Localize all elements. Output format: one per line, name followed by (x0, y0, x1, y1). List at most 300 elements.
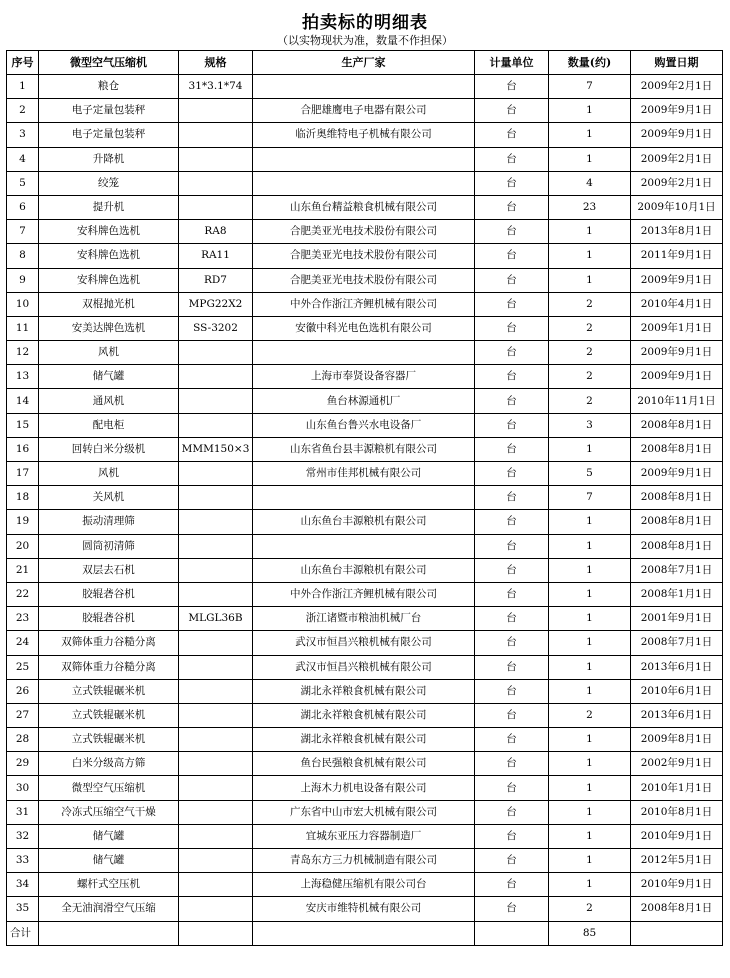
item-purchase-date: 2008年1月1日 (631, 582, 723, 606)
item-unit: 台 (475, 171, 549, 195)
item-spec: 31*3.1*74 (179, 75, 253, 99)
item-unit: 台 (475, 534, 549, 558)
row-index: 3 (7, 123, 39, 147)
item-quantity: 2 (549, 341, 631, 365)
row-index: 31 (7, 800, 39, 824)
item-manufacturer (253, 171, 475, 195)
item-quantity: 1 (549, 147, 631, 171)
total-empty-cell (475, 921, 549, 945)
item-manufacturer: 湖北永祥粮食机械有限公司 (253, 728, 475, 752)
item-manufacturer: 宜城东亚压力容器制造厂 (253, 824, 475, 848)
item-name: 微型空气压缩机 (39, 776, 179, 800)
item-purchase-date: 2011年9月1日 (631, 244, 723, 268)
item-quantity: 2 (549, 292, 631, 316)
item-purchase-date: 2008年8月1日 (631, 437, 723, 461)
item-name: 储气罐 (39, 365, 179, 389)
header-quantity: 数量(约) (549, 51, 631, 75)
table-row (7, 534, 723, 558)
item-manufacturer: 武汉市恒昌兴粮机械有限公司 (253, 631, 475, 655)
row-index: 32 (7, 824, 39, 848)
item-spec (179, 171, 253, 195)
item-quantity: 1 (549, 582, 631, 606)
item-name: 胶辊砻谷机 (39, 607, 179, 631)
row-index: 18 (7, 486, 39, 510)
item-name: 立式铁辊碾米机 (39, 703, 179, 727)
item-unit: 台 (475, 244, 549, 268)
item-quantity: 2 (549, 365, 631, 389)
row-index: 24 (7, 631, 39, 655)
item-spec (179, 510, 253, 534)
item-purchase-date: 2010年11月1日 (631, 389, 723, 413)
item-purchase-date: 2009年9月1日 (631, 268, 723, 292)
item-purchase-date: 2010年8月1日 (631, 800, 723, 824)
item-quantity: 1 (549, 99, 631, 123)
item-name: 电子定量包装秤 (39, 99, 179, 123)
item-manufacturer: 合肥雄鹰电子电器有限公司 (253, 99, 475, 123)
item-manufacturer: 安庆市维特机械有限公司 (253, 897, 475, 921)
item-name: 全无油润滑空气压缩 (39, 897, 179, 921)
item-quantity: 1 (549, 123, 631, 147)
item-quantity: 2 (549, 316, 631, 340)
item-name: 储气罐 (39, 824, 179, 848)
item-unit: 台 (475, 655, 549, 679)
item-quantity: 1 (549, 679, 631, 703)
item-quantity: 1 (549, 655, 631, 679)
row-index: 5 (7, 171, 39, 195)
item-spec (179, 849, 253, 873)
item-quantity: 1 (549, 534, 631, 558)
item-manufacturer: 广东省中山市宏大机械有限公司 (253, 800, 475, 824)
item-manufacturer: 武汉市恒昌兴粮机械有限公司 (253, 655, 475, 679)
item-spec: RA8 (179, 220, 253, 244)
row-index: 2 (7, 99, 39, 123)
item-name: 储气罐 (39, 849, 179, 873)
item-quantity: 1 (549, 558, 631, 582)
item-manufacturer: 临沂奥维特电子机械有限公司 (253, 123, 475, 147)
row-index: 4 (7, 147, 39, 171)
row-index: 27 (7, 703, 39, 727)
table-row (7, 437, 723, 461)
table-row (7, 244, 723, 268)
item-unit: 台 (475, 123, 549, 147)
item-spec (179, 558, 253, 582)
item-quantity: 2 (549, 389, 631, 413)
item-manufacturer (253, 147, 475, 171)
item-quantity: 1 (549, 873, 631, 897)
item-spec: SS-3202 (179, 316, 253, 340)
table-row (7, 462, 723, 486)
item-name: 绞笼 (39, 171, 179, 195)
item-unit: 台 (475, 462, 549, 486)
row-index: 26 (7, 679, 39, 703)
item-spec (179, 897, 253, 921)
row-index: 10 (7, 292, 39, 316)
item-quantity: 2 (549, 703, 631, 727)
item-quantity: 1 (549, 728, 631, 752)
row-index: 7 (7, 220, 39, 244)
item-quantity: 3 (549, 413, 631, 437)
item-purchase-date: 2013年8月1日 (631, 220, 723, 244)
table-row (7, 75, 723, 99)
item-purchase-date: 2010年9月1日 (631, 824, 723, 848)
item-name: 安科牌色选机 (39, 220, 179, 244)
item-manufacturer: 上海稳健压缩机有限公司台 (253, 873, 475, 897)
item-quantity: 1 (549, 268, 631, 292)
item-name: 立式铁辊碾米机 (39, 679, 179, 703)
header-index: 序号 (7, 51, 39, 75)
row-index: 13 (7, 365, 39, 389)
item-name: 升降机 (39, 147, 179, 171)
table-row (7, 268, 723, 292)
item-quantity: 1 (549, 510, 631, 534)
item-spec (179, 486, 253, 510)
item-manufacturer: 合肥美亚光电技术股份有限公司 (253, 268, 475, 292)
item-manufacturer: 合肥美亚光电技术股份有限公司 (253, 220, 475, 244)
table-row (7, 849, 723, 873)
item-purchase-date: 2008年8月1日 (631, 486, 723, 510)
item-quantity: 4 (549, 171, 631, 195)
item-name: 胶辊砻谷机 (39, 582, 179, 606)
item-spec (179, 462, 253, 486)
item-name: 双棍抛光机 (39, 292, 179, 316)
item-purchase-date: 2002年9月1日 (631, 752, 723, 776)
item-purchase-date: 2009年9月1日 (631, 462, 723, 486)
item-quantity: 1 (549, 824, 631, 848)
item-purchase-date: 2009年10月1日 (631, 195, 723, 219)
row-index: 11 (7, 316, 39, 340)
item-unit: 台 (475, 486, 549, 510)
item-spec: MLGL36B (179, 607, 253, 631)
item-manufacturer: 青岛东方三力机械制造有限公司 (253, 849, 475, 873)
row-index: 8 (7, 244, 39, 268)
item-spec (179, 582, 253, 606)
item-manufacturer: 鱼台林源通机厂 (253, 389, 475, 413)
total-row (7, 921, 723, 945)
item-spec (179, 800, 253, 824)
item-purchase-date: 2009年2月1日 (631, 75, 723, 99)
item-unit: 台 (475, 220, 549, 244)
item-manufacturer: 合肥美亚光电技术股份有限公司 (253, 244, 475, 268)
item-quantity: 1 (549, 437, 631, 461)
item-name: 振动清理筛 (39, 510, 179, 534)
row-index: 29 (7, 752, 39, 776)
item-name: 风机 (39, 341, 179, 365)
table-row (7, 99, 723, 123)
item-purchase-date: 2010年4月1日 (631, 292, 723, 316)
item-purchase-date: 2009年9月1日 (631, 99, 723, 123)
item-unit: 台 (475, 147, 549, 171)
table-row (7, 873, 723, 897)
item-spec (179, 776, 253, 800)
item-manufacturer: 湖北永祥粮食机械有限公司 (253, 703, 475, 727)
item-spec (179, 728, 253, 752)
page-title: 拍卖标的明细表 (302, 13, 428, 33)
row-index: 30 (7, 776, 39, 800)
item-unit: 台 (475, 631, 549, 655)
total-empty-cell (39, 921, 179, 945)
table-row (7, 389, 723, 413)
item-unit: 台 (475, 413, 549, 437)
item-purchase-date: 2010年1月1日 (631, 776, 723, 800)
item-manufacturer: 安徽中科光电色选机有限公司 (253, 316, 475, 340)
item-unit: 台 (475, 752, 549, 776)
item-purchase-date: 2009年8月1日 (631, 728, 723, 752)
row-index: 28 (7, 728, 39, 752)
item-name: 白米分级高方筛 (39, 752, 179, 776)
item-name: 电子定量包装秤 (39, 123, 179, 147)
item-unit: 台 (475, 607, 549, 631)
item-manufacturer: 湖北永祥粮食机械有限公司 (253, 679, 475, 703)
item-unit: 台 (475, 195, 549, 219)
item-unit: 台 (475, 679, 549, 703)
item-manufacturer: 上海市奉贤设备容器厂 (253, 365, 475, 389)
item-unit: 台 (475, 316, 549, 340)
item-purchase-date: 2009年2月1日 (631, 147, 723, 171)
table-row (7, 195, 723, 219)
item-manufacturer: 山东鱼台精益粮食机械有限公司 (253, 195, 475, 219)
item-spec (179, 123, 253, 147)
item-purchase-date: 2008年8月1日 (631, 534, 723, 558)
item-purchase-date: 2013年6月1日 (631, 655, 723, 679)
item-quantity: 1 (549, 631, 631, 655)
item-purchase-date: 2008年8月1日 (631, 510, 723, 534)
item-quantity: 23 (549, 195, 631, 219)
row-index: 25 (7, 655, 39, 679)
row-index: 35 (7, 897, 39, 921)
item-name: 立式铁辊碾米机 (39, 728, 179, 752)
item-manufacturer: 山东鱼台丰源粮机有限公司 (253, 558, 475, 582)
header-spec: 规格 (179, 51, 253, 75)
item-purchase-date: 2009年2月1日 (631, 171, 723, 195)
item-quantity: 2 (549, 897, 631, 921)
table-row (7, 655, 723, 679)
item-unit: 台 (475, 873, 549, 897)
item-unit: 台 (475, 582, 549, 606)
item-manufacturer (253, 75, 475, 99)
item-spec (179, 147, 253, 171)
item-unit: 台 (475, 849, 549, 873)
item-quantity: 1 (549, 752, 631, 776)
item-purchase-date: 2008年8月1日 (631, 413, 723, 437)
item-name: 双层去石机 (39, 558, 179, 582)
item-spec (179, 679, 253, 703)
item-spec (179, 341, 253, 365)
table-row (7, 413, 723, 437)
item-spec (179, 365, 253, 389)
page-subtitle: （以实物现状为准，数量不作担保） (277, 34, 453, 47)
item-purchase-date: 2013年6月1日 (631, 703, 723, 727)
table-row (7, 292, 723, 316)
table-row (7, 510, 723, 534)
item-manufacturer (253, 341, 475, 365)
item-unit: 台 (475, 776, 549, 800)
item-name: 安科牌色选机 (39, 268, 179, 292)
item-spec: RD7 (179, 268, 253, 292)
item-manufacturer: 浙江诸暨市粮油机械厂台 (253, 607, 475, 631)
item-quantity: 7 (549, 486, 631, 510)
header-unit: 计量单位 (475, 51, 549, 75)
table-row (7, 123, 723, 147)
item-name: 安科牌色选机 (39, 244, 179, 268)
row-index: 21 (7, 558, 39, 582)
item-purchase-date: 2001年9月1日 (631, 607, 723, 631)
item-manufacturer: 山东省鱼台县丰源粮机有限公司 (253, 437, 475, 461)
row-index: 17 (7, 462, 39, 486)
item-name: 通风机 (39, 389, 179, 413)
item-unit: 台 (475, 703, 549, 727)
item-purchase-date: 2010年6月1日 (631, 679, 723, 703)
item-name: 冷冻式压缩空气干燥 (39, 800, 179, 824)
total-empty-cell (179, 921, 253, 945)
item-unit: 台 (475, 365, 549, 389)
header-purchase-date: 购置日期 (631, 51, 723, 75)
item-quantity: 5 (549, 462, 631, 486)
item-purchase-date: 2008年7月1日 (631, 558, 723, 582)
item-unit: 台 (475, 341, 549, 365)
item-name: 提升机 (39, 195, 179, 219)
row-index: 33 (7, 849, 39, 873)
table-row (7, 728, 723, 752)
table-row (7, 800, 723, 824)
item-spec (179, 99, 253, 123)
item-manufacturer (253, 534, 475, 558)
item-spec (179, 824, 253, 848)
header-name: 微型空气压缩机 (39, 51, 179, 75)
item-name: 回转白米分级机 (39, 437, 179, 461)
table-row (7, 607, 723, 631)
item-quantity: 1 (549, 607, 631, 631)
item-unit: 台 (475, 437, 549, 461)
row-index: 23 (7, 607, 39, 631)
item-spec (179, 873, 253, 897)
item-spec (179, 413, 253, 437)
row-index: 14 (7, 389, 39, 413)
total-label: 合计 (7, 921, 39, 945)
row-index: 6 (7, 195, 39, 219)
item-name: 风机 (39, 462, 179, 486)
item-unit: 台 (475, 99, 549, 123)
table-row (7, 341, 723, 365)
item-purchase-date: 2009年9月1日 (631, 341, 723, 365)
item-manufacturer: 山东鱼台鲁兴水电设备厂 (253, 413, 475, 437)
row-index: 34 (7, 873, 39, 897)
item-purchase-date: 2009年9月1日 (631, 123, 723, 147)
item-spec (179, 655, 253, 679)
item-manufacturer: 中外合作浙江齐鲤机械有限公司 (253, 582, 475, 606)
table-row (7, 703, 723, 727)
item-purchase-date: 2009年1月1日 (631, 316, 723, 340)
item-spec (179, 534, 253, 558)
table-row (7, 220, 723, 244)
table-row (7, 558, 723, 582)
item-name: 配电柜 (39, 413, 179, 437)
item-purchase-date: 2008年8月1日 (631, 897, 723, 921)
total-empty-cell (253, 921, 475, 945)
item-unit: 台 (475, 728, 549, 752)
table-row (7, 776, 723, 800)
table-row (7, 631, 723, 655)
item-manufacturer: 鱼台民强粮食机械有限公司 (253, 752, 475, 776)
row-index: 22 (7, 582, 39, 606)
row-index: 20 (7, 534, 39, 558)
item-quantity: 1 (549, 244, 631, 268)
table-row (7, 365, 723, 389)
table-row (7, 824, 723, 848)
item-purchase-date: 2008年7月1日 (631, 631, 723, 655)
item-unit: 台 (475, 824, 549, 848)
row-index: 16 (7, 437, 39, 461)
item-purchase-date: 2009年9月1日 (631, 365, 723, 389)
row-index: 9 (7, 268, 39, 292)
item-unit: 台 (475, 558, 549, 582)
auction-items-table (6, 50, 723, 946)
item-manufacturer (253, 486, 475, 510)
item-quantity: 1 (549, 800, 631, 824)
item-name: 圆筒初清筛 (39, 534, 179, 558)
table-body (7, 75, 723, 922)
row-index: 12 (7, 341, 39, 365)
item-unit: 台 (475, 510, 549, 534)
item-manufacturer: 常州市佳邦机械有限公司 (253, 462, 475, 486)
item-spec (179, 389, 253, 413)
item-quantity: 1 (549, 776, 631, 800)
row-index: 1 (7, 75, 39, 99)
item-quantity: 7 (549, 75, 631, 99)
table-row (7, 679, 723, 703)
total-quantity: 85 (549, 921, 631, 945)
item-quantity: 1 (549, 220, 631, 244)
item-unit: 台 (475, 800, 549, 824)
item-unit: 台 (475, 389, 549, 413)
item-name: 粮仓 (39, 75, 179, 99)
item-name: 螺杆式空压机 (39, 873, 179, 897)
table-row (7, 147, 723, 171)
item-spec (179, 195, 253, 219)
item-name: 双筛体重力谷糙分离 (39, 631, 179, 655)
table-row (7, 486, 723, 510)
item-manufacturer: 中外合作浙江齐鲤机械有限公司 (253, 292, 475, 316)
item-spec (179, 631, 253, 655)
item-spec: MMM150×3 (179, 437, 253, 461)
item-unit: 台 (475, 268, 549, 292)
table-row (7, 897, 723, 921)
item-unit: 台 (475, 897, 549, 921)
item-name: 安美达牌色选机 (39, 316, 179, 340)
table-row (7, 316, 723, 340)
item-manufacturer: 山东鱼台丰源粮机有限公司 (253, 510, 475, 534)
table-row (7, 582, 723, 606)
row-index: 19 (7, 510, 39, 534)
table-row (7, 171, 723, 195)
row-index: 15 (7, 413, 39, 437)
item-unit: 台 (475, 292, 549, 316)
item-manufacturer: 上海木力机电设备有限公司 (253, 776, 475, 800)
table-row (7, 752, 723, 776)
item-purchase-date: 2012年5月1日 (631, 849, 723, 873)
item-quantity: 1 (549, 849, 631, 873)
header-manufacturer: 生产厂家 (253, 51, 475, 75)
item-unit: 台 (475, 75, 549, 99)
item-name: 双筛体重力谷糙分离 (39, 655, 179, 679)
total-empty-cell (631, 921, 723, 945)
table-header-row (7, 51, 723, 75)
item-purchase-date: 2010年9月1日 (631, 873, 723, 897)
item-name: 关风机 (39, 486, 179, 510)
item-spec: RA11 (179, 244, 253, 268)
item-spec (179, 703, 253, 727)
item-spec: MPG22X2 (179, 292, 253, 316)
item-spec (179, 752, 253, 776)
